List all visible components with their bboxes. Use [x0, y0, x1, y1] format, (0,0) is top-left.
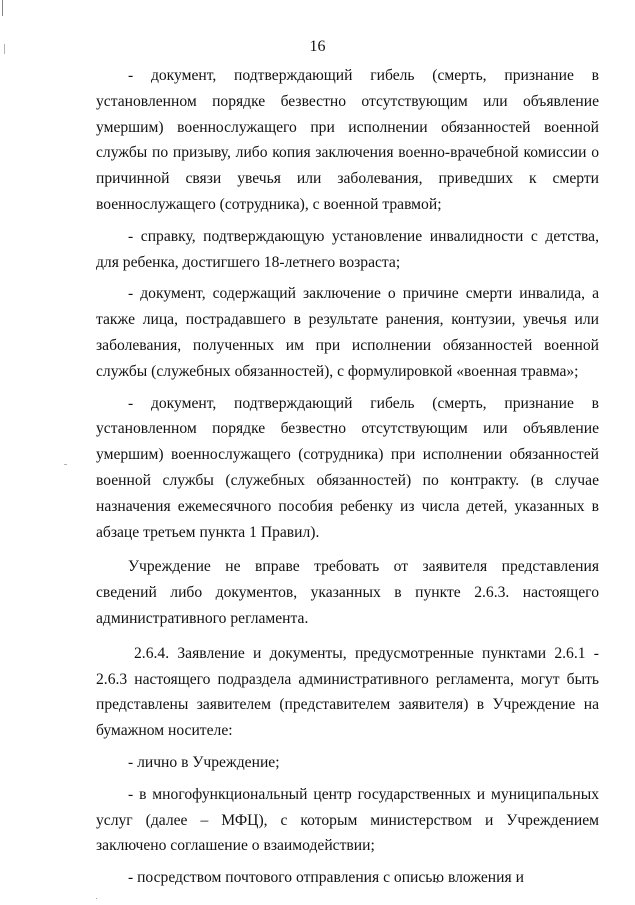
- page-number: 16: [309, 38, 326, 55]
- scan-artifact: [64, 464, 67, 465]
- scan-artifact: [2, 0, 3, 16]
- list-item-in-person: - лично в Учреждение;: [128, 753, 280, 771]
- document-body: [96, 63, 599, 891]
- paragraph-institution-restriction: Учреждение не вправе требовать от заявителя представления сведений либо документов, указанных в пункте 2.6.3. настоящего административного регламента.: [96, 558, 599, 627]
- paragraph-cause-of-death: - документ, содержащий заключение о причине смерти инвалида, а также лица, пострадавшего в результате ранения, контузии, увечья или заболевания, полученных им при исполнении обязанностей военной службы (служебных обязанностей), с формулировкой «военная травма»;: [96, 285, 599, 380]
- paragraph-disability-certificate: - справку, подтверждающую установление инвалидности с детства, для ребенка, достигшего 18-летнего возраста;: [96, 227, 599, 271]
- list-item-postal: - посредством почтового отправления с описью вложения и: [128, 869, 524, 887]
- paragraph-death-confirmation-contract: - документ, подтверждающий гибель (смерть, признание в установленном порядке безвестно отсутствующим или объявление умершим) военнослужащего (сотрудника) при исполнении обязанностей военной службы (служебных обязанностей) по контракту. (в случае назначения ежемесячного пособия ребенку из числа детей, указанных в абзаце третьем пункта 1 Правил).: [96, 394, 599, 541]
- paragraph-2-6-4: 2.6.4. Заявление и документы, предусмотренные пунктами 2.6.1 - 2.6.3 настоящего подраздела административного регламента, могут быть представлены заявителем (представителем заявителя) в Учреждение на бумажном носителе:: [96, 644, 599, 740]
- paragraph-death-confirmation-conscript: - документ, подтверждающий гибель (смерть, признание в установленном порядке безвестно отсутствующим или объявление умершим) военнослужащего при исполнении обязанностей военной службы по призыву, либо копия заключения военно-врачебной комиссии о причинной связи увечья или заболевания, приведших к смерти военнослужащего (сотрудника), с военной травмой;: [96, 67, 599, 213]
- list-item-mfc: - в многофункциональный центр государственных и муниципальных услуг (далее – МФЦ), с которым министерством и Учреждением заключено соглашение о взаимодействии;: [96, 785, 599, 855]
- scan-artifact: [96, 898, 97, 899]
